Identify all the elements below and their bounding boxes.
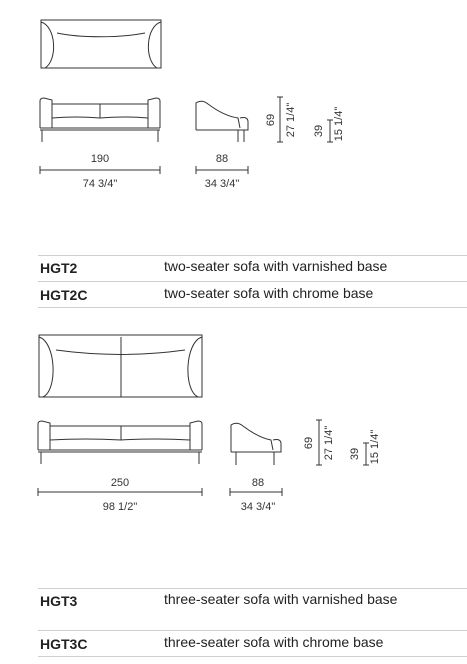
sofa3-height-in: 27 1/4" — [323, 425, 335, 461]
product-code: HGT3C — [40, 636, 88, 652]
divider — [38, 255, 467, 256]
sofa2-top-view — [41, 20, 161, 68]
sofa3-side-view — [231, 423, 281, 465]
divider — [38, 307, 467, 308]
spec-row-hgt3 — [38, 592, 467, 628]
spec-row-hgt2c — [38, 286, 467, 306]
sofa3-depth-in: 34 3/4" — [240, 501, 276, 513]
product-code: HGT2 — [40, 260, 78, 276]
product-description: two-seater sofa with chrome base — [164, 285, 374, 301]
sofa3-height-cm: 69 — [303, 436, 315, 450]
spec-row-hgt2 — [38, 259, 467, 279]
sofa2-height-in: 27 1/4" — [285, 102, 297, 138]
sofa3-width-in: 98 1/2" — [102, 501, 138, 513]
sofa3-seat-in: 15 1/4" — [369, 429, 381, 465]
product-description: two-seater sofa with varnished base — [164, 258, 388, 274]
sofa2-width-dimension — [40, 166, 248, 174]
sofa3-seat-cm: 39 — [349, 447, 361, 461]
divider — [38, 281, 467, 282]
divider — [38, 630, 467, 631]
divider — [38, 656, 467, 657]
sofa3-width-dimension — [38, 488, 282, 496]
sofa3-depth-cm: 88 — [251, 477, 265, 489]
sofa2-seat-in: 15 1/4" — [333, 106, 345, 142]
sofa2-seat-cm: 39 — [313, 124, 325, 138]
product-description: three-seater sofa with varnished base — [164, 591, 398, 607]
sofa3-front-view — [38, 421, 202, 464]
sofa2-width-in: 74 3/4" — [82, 178, 118, 190]
product-code: HGT2C — [40, 287, 88, 303]
sofa3-width-cm: 250 — [110, 477, 130, 489]
product-code: HGT3 — [40, 593, 78, 609]
sofa2-height-cm: 69 — [265, 113, 277, 127]
sofa2-side-view — [196, 101, 248, 142]
sofa2-width-cm: 190 — [90, 153, 110, 165]
sofa2-front-view — [40, 98, 160, 142]
sofa3-top-view — [39, 335, 202, 397]
spec-row-hgt3c — [38, 635, 467, 655]
divider — [38, 588, 467, 589]
sofa2-depth-cm: 88 — [215, 153, 229, 165]
sofa2-depth-in: 34 3/4" — [204, 178, 240, 190]
product-description: three-seater sofa with chrome base — [164, 634, 384, 650]
